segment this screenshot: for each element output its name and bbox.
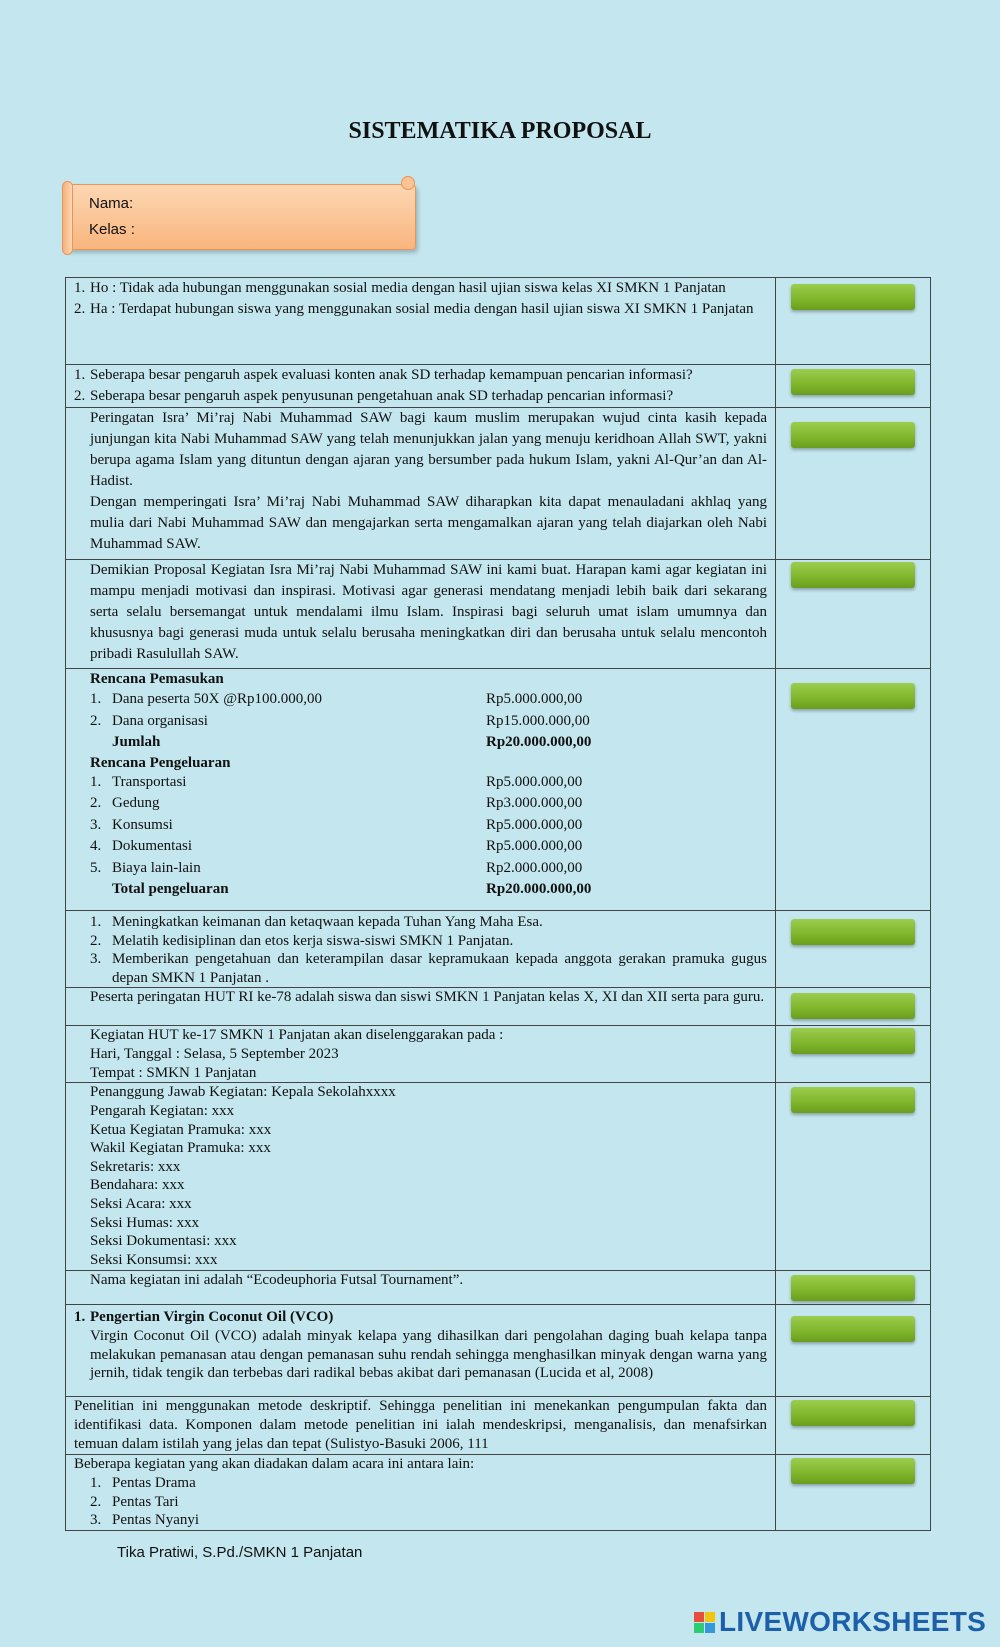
row-rumusan	[66, 365, 931, 408]
answer-cell	[776, 1026, 931, 1083]
vco-paragraph: Virgin Coconut Oil (VCO) adalah minyak kelapa yang dihasilkan dari pengolahan daging buah kelapa tanpa melakukan pemanasan atau dengan pemanasan suhu rendah sehingga menghasilkan minyak dengan warna yang jernih, tidak tengik dan terbebas dari radikal bebas akibat dari pemanasan (Lucida et al, 2008)	[90, 1327, 767, 1382]
row-penutup	[66, 560, 931, 669]
hipotesis-cell	[66, 278, 776, 365]
liveworksheets-logo-icon	[694, 1612, 716, 1634]
list-item: 1. Ho : Tidak ada hubungan menggunakan sosial media dengan hasil ujian siswa kelas XI SMKN 1 Panjatan	[74, 280, 726, 296]
answer-drop-zone-10[interactable]	[791, 1275, 915, 1301]
list-item: 3. Memberikan pengetahuan dan keterampilan dasar kepramukaan kepada anggota gerakan pramuka gugus depan SMKN 1 Panjatan .	[90, 951, 767, 986]
answer-cell	[776, 911, 931, 988]
row-panitia	[66, 1083, 931, 1271]
kelas-label: Kelas :	[89, 221, 135, 238]
row-latar-belakang	[66, 408, 931, 560]
answer-drop-zone-5[interactable]	[791, 683, 915, 709]
answer-cell	[776, 408, 931, 560]
nama-kegiatan-cell: Nama kegiatan ini adalah “Ecodeuphoria Futsal Tournament”.	[66, 1271, 776, 1305]
list-item: 1. Meningkatkan keimanan dan ketaqwaan kepada Tuhan Yang Maha Esa.	[90, 914, 543, 930]
answer-drop-zone-6[interactable]	[791, 919, 915, 945]
pemasukan-title: Rencana Pemasukan	[90, 671, 224, 687]
answer-cell	[776, 278, 931, 365]
budget-row: 2. Dana organisasi Rp15.000.000,00	[90, 712, 590, 729]
penutup-cell	[66, 560, 776, 669]
budget-row: 4. Dokumentasi Rp5.000.000,00	[90, 838, 583, 854]
pengeluaran-title: Rencana Pengeluaran	[90, 754, 231, 771]
metode-cell: Penelitian ini menggunakan metode deskriptif. Sehingga penelitian ini menekankan pengumpulan fakta dan identifikasi data. Komponen dalam metode penelitian ini ialah mendeskripsi, menganalisis, dan menafsirkan temuan dalam istilah yang jelas dan tepat (Sulistyo-Basuki 2006, 111	[66, 1397, 776, 1455]
anggaran-cell	[66, 669, 776, 911]
row-vco	[66, 1305, 931, 1397]
total-row: Total pengeluaran Rp20.000.000,00	[112, 881, 592, 897]
nama-label: Nama:	[89, 195, 134, 212]
answer-drop-zone-12[interactable]	[791, 1400, 915, 1426]
vco-cell	[66, 1305, 776, 1397]
latar-paragraph-2: Dengan memperingati Isra’ Mi’raj Nabi Muhammad SAW diharapkan kita dapat menauladani akhlaq yang mulia dari Nabi Muhammad SAW dan mengajarkan serta mengamalkan ajaran yang telah diajarkan oleh Nabi Muhammad SAW.	[90, 494, 767, 552]
answer-drop-zone-11[interactable]	[791, 1316, 915, 1342]
waktu-cell: Kegiatan HUT ke-17 SMKN 1 Panjatan akan diselenggarakan pada : Hari, Tanggal : Selasa, 5 September 2023 Tempat : SMKN 1 Panjatan	[66, 1026, 776, 1083]
row-metode	[66, 1397, 931, 1455]
budget-row: 1. Transportasi Rp5.000.000,00	[90, 773, 583, 790]
answer-drop-zone-7[interactable]	[791, 993, 915, 1019]
list-item: 2. Melatih kedisiplinan dan etos kerja siswa-siswi SMKN 1 Panjatan.	[90, 932, 514, 949]
latar-paragraph-1: Peringatan Isra’ Mi’raj Nabi Muhammad SAW bagi kaum muslim merupakan wujud cinta kasih kepada junjungan kita Nabi Muhammad SAW yang telah menunjukkan jalan yang menuju keridhoan Allah SWT, yakni berupa agama Islam yang dituntun dengan ajaran yang bersumber pada hukum Islam, yakni Al-Qur’an dan Al-Hadist.	[90, 410, 767, 489]
name-class-scroll	[66, 184, 416, 250]
answer-cell	[776, 669, 931, 911]
row-waktu	[66, 1026, 931, 1083]
row-hipotesis	[66, 278, 931, 365]
row-tujuan	[66, 911, 931, 988]
answer-drop-zone-1[interactable]	[791, 284, 915, 310]
proposal-table	[65, 277, 931, 1531]
list-item: 2. Pentas Tari	[90, 1493, 179, 1510]
list-item: 1. Seberapa besar pengaruh aspek evaluasi konten anak SD terhadap kemampuan pencarian informasi?	[74, 367, 693, 383]
budget-row: 5. Biaya lain-lain Rp2.000.000,00	[90, 859, 583, 876]
list-item: 1. Pentas Drama	[90, 1474, 196, 1491]
answer-drop-zone-3[interactable]	[791, 422, 915, 448]
list-item: 2. Seberapa besar pengaruh aspek penyusunan pengetahuan anak SD terhadap pencarian informasi?	[74, 388, 674, 404]
rumusan-cell	[66, 365, 776, 408]
vco-title: 1. Pengertian Virgin Coconut Oil (VCO)	[74, 1309, 334, 1326]
page-title: SISTEMATIKA PROPOSAL	[348, 118, 652, 144]
acara-cell: Beberapa kegiatan yang akan diadakan dalam acara ini antara lain: 1. Pentas Drama 2. Pentas Tari 3. Pentas Nyanyi	[66, 1455, 776, 1531]
row-anggaran	[66, 669, 931, 911]
brand-liveworksheets: LIVEWORKSHEETS	[719, 1606, 987, 1637]
list-item: 2. Ha : Terdapat hubungan siswa yang menggunakan sosial media dengan hasil ujian siswa XI SMKN 1 Panjatan	[74, 301, 754, 317]
answer-cell	[776, 1397, 931, 1455]
answer-cell	[776, 1271, 931, 1305]
answer-drop-zone-8[interactable]	[791, 1028, 915, 1054]
answer-cell	[776, 1083, 931, 1271]
answer-drop-zone-13[interactable]	[791, 1458, 915, 1484]
penutup-paragraph: Demikian Proposal Kegiatan Isra Mi’raj Nabi Muhammad SAW ini kami buat. Harapan kami agar kegiatan ini mampu menjadi motivasi dan inspirasi. Motivasi agar generasi mendatang menjadi lebih baik dari sekarang serta selalu bersemangat untuk mendalami ilmu Islam. Inspirasi bagi seluruh umat islam umumnya dan khususnya bagi generasi muda untuk selalu berusaha meningkatkan diri dan berusaha untuk selalu mencontoh pribadi Rasulullah SAW.	[90, 562, 767, 662]
list-item: 3. Pentas Nyanyi	[90, 1512, 200, 1529]
budget-row: 1. Dana peserta 50X @Rp100.000,00 Rp5.000.000,00	[90, 691, 583, 707]
latar-cell	[66, 408, 776, 560]
footer-author: Tika Pratiwi, S.Pd./SMKN 1 Panjatan	[117, 1544, 363, 1561]
panitia-cell: Penanggung Jawab Kegiatan: Kepala Sekolahxxxx Pengarah Kegiatan: xxx Ketua Kegiatan Pramuka: xxx Wakil Kegiatan Pramuka: xxx Sekretaris: xxx Bendahara: xxx Seksi Acara: xxx Seksi Humas: xxx Seksi Dokumentasi: xxx Seksi Konsumsi: xxx	[66, 1083, 776, 1271]
budget-row: 2. Gedung Rp3.000.000,00	[90, 795, 583, 811]
answer-cell	[776, 1455, 931, 1531]
scroll-curl-left	[62, 181, 73, 255]
answer-cell	[776, 1305, 931, 1397]
answer-cell	[776, 365, 931, 408]
answer-cell	[776, 560, 931, 669]
scroll-curl-right	[401, 176, 415, 190]
row-nama-kegiatan	[66, 1271, 931, 1305]
answer-drop-zone-2[interactable]	[791, 369, 915, 395]
tujuan-cell	[66, 911, 776, 988]
jumlah-row: Jumlah Rp20.000.000,00	[112, 734, 592, 750]
row-acara	[66, 1455, 931, 1531]
answer-drop-zone-4[interactable]	[791, 562, 915, 588]
answer-cell	[776, 988, 931, 1026]
budget-row: 3. Konsumsi Rp5.000.000,00	[90, 816, 583, 833]
row-peserta	[66, 988, 931, 1026]
peserta-cell: Peserta peringatan HUT RI ke-78 adalah siswa dan siswi SMKN 1 Panjatan kelas X, XI dan XII serta para guru.	[66, 988, 776, 1026]
answer-drop-zone-9[interactable]	[791, 1087, 915, 1113]
